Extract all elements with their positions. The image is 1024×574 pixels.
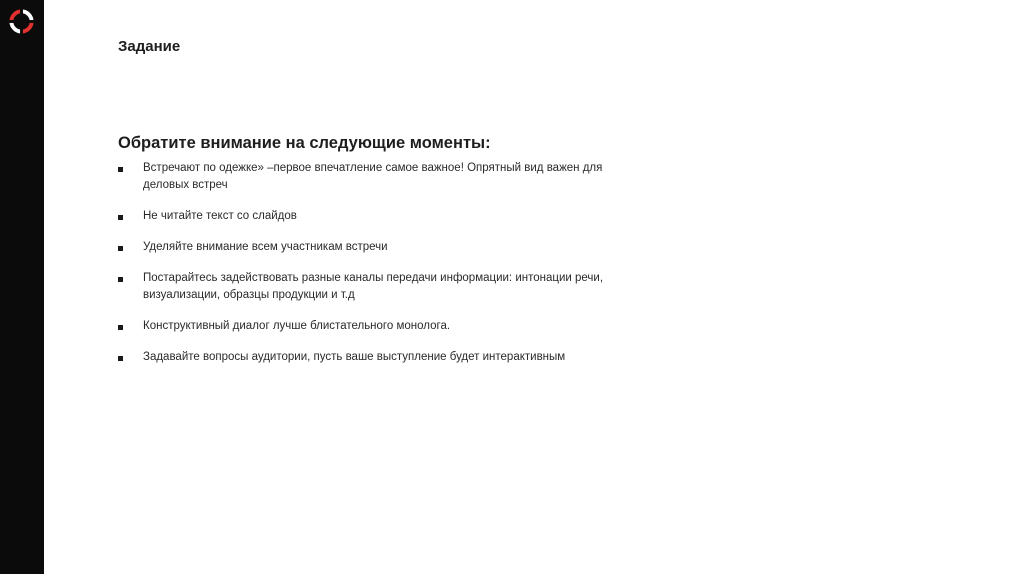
bullet-text: Постарайтесь задействовать разные каналы передачи информации: интонации речи, визуализации, образцы продукции и т.д (143, 272, 604, 301)
circular-arrows-logo-icon (7, 7, 36, 36)
list-item (118, 349, 638, 366)
square-bullet-icon (118, 325, 123, 330)
slide-title: Задание (118, 38, 181, 55)
list-item (118, 239, 638, 256)
square-bullet-icon (118, 356, 123, 361)
slide-subtitle: Обратите внимание на следующие моменты: (118, 134, 491, 152)
square-bullet-icon (118, 215, 123, 220)
list-item (118, 160, 638, 194)
bullet-text: Уделяйте внимание всем участникам встречи (143, 241, 388, 253)
list-item (118, 318, 638, 335)
bullet-text: Конструктивный диалог лучше блистательного монолога. (143, 320, 451, 332)
bullet-list (118, 160, 638, 380)
square-bullet-icon (118, 167, 123, 172)
bullet-text: Не читайте текст со слайдов (143, 210, 297, 222)
square-bullet-icon (118, 246, 123, 251)
list-item (118, 270, 638, 304)
list-item (118, 208, 638, 225)
left-sidebar (0, 0, 44, 574)
bullet-text: Задавайте вопросы аудитории, пусть ваше выступление будет интерактивным (143, 351, 566, 363)
bullet-text: Встречают по одежке» –первое впечатление самое важное! Опрятный вид важен для деловых встреч (143, 162, 603, 191)
square-bullet-icon (118, 277, 123, 282)
